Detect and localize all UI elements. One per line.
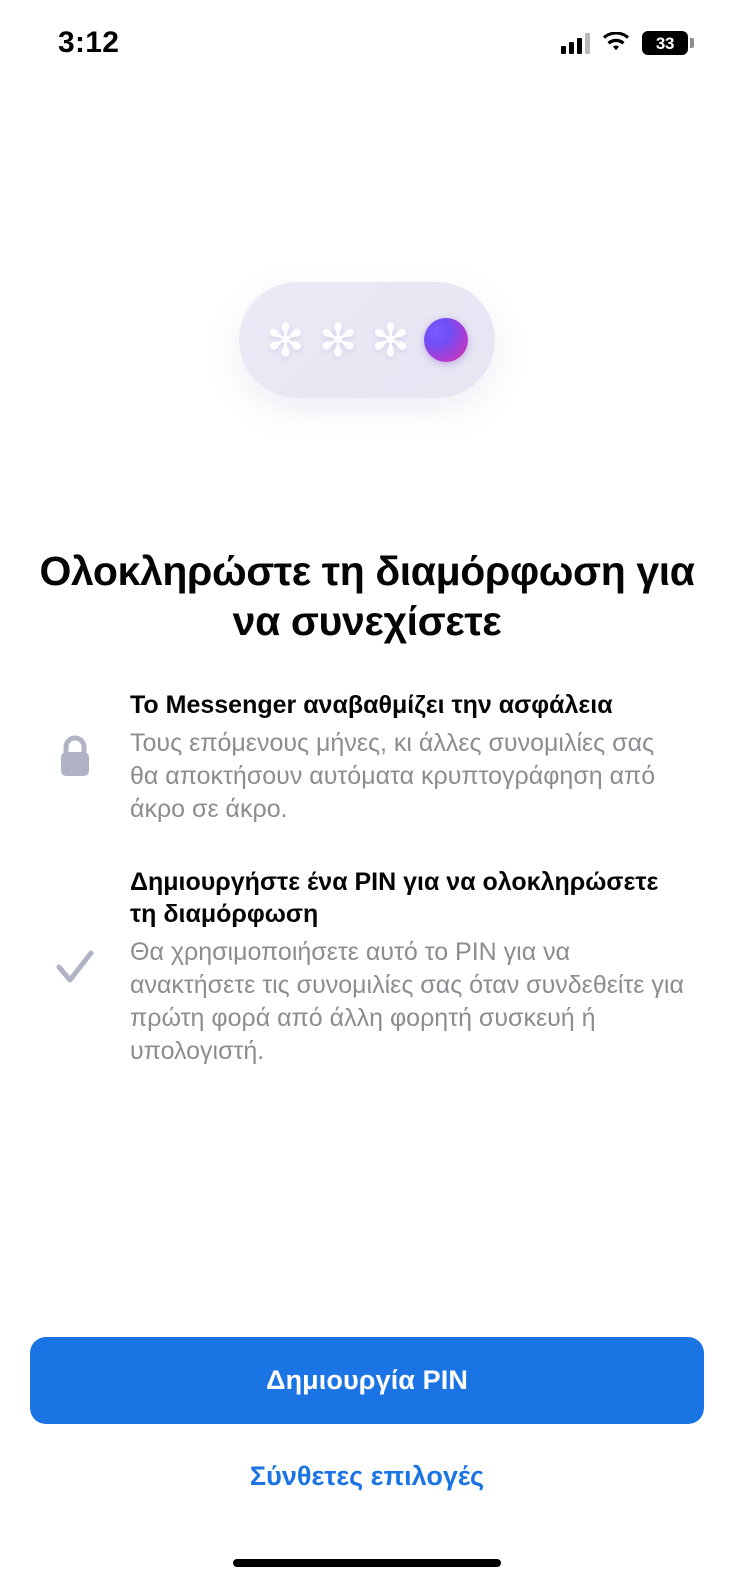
feature-text: Τους επόμενους μήνες, κι άλλες συνομιλίες σας θα αποκτήσουν αυτόματα κρυπτογράφηση από άκρο σε άκρο. bbox=[130, 728, 656, 823]
masked-digit-icon: ✻ bbox=[371, 314, 410, 366]
lock-icon bbox=[44, 733, 106, 781]
hero-illustration bbox=[0, 282, 734, 398]
create-pin-button[interactable]: Δημιουργία PIN bbox=[30, 1337, 704, 1424]
pin-pill-illustration bbox=[239, 282, 495, 398]
battery-level-label: 33 bbox=[655, 33, 675, 53]
status-bar-indicators bbox=[561, 31, 688, 55]
checkmark-icon bbox=[44, 945, 106, 989]
feature-text: Θα χρησιμοποιήσετε αυτό το PIN για να ανακτήσετε τις συνομιλίες σας όταν συνδεθείτε για πρώτη φορά από άλλη φορητή συσκευή ή υπολογιστή. bbox=[130, 937, 684, 1065]
status-bar bbox=[0, 0, 734, 86]
gradient-dot-icon bbox=[424, 318, 468, 362]
page-title: Ολοκληρώστε τη διαμόρφωση για να συνεχίσετε bbox=[39, 548, 695, 645]
feature-heading: Το Messenger αναβαθμίζει την ασφάλεια bbox=[130, 690, 613, 719]
feature-heading: Δημιουργήστε ένα PIN για να ολοκληρώσετε τη διαμόρφωση bbox=[130, 867, 659, 928]
wifi-icon bbox=[602, 32, 630, 54]
status-bar-time: 3:12 bbox=[58, 26, 120, 59]
action-area bbox=[0, 1337, 734, 1493]
list-item bbox=[44, 866, 688, 1068]
home-indicator[interactable] bbox=[233, 1559, 501, 1567]
masked-digit-icon: ✻ bbox=[318, 314, 358, 366]
battery-icon bbox=[642, 31, 688, 55]
cellular-signal-icon bbox=[561, 32, 590, 54]
advanced-options-link[interactable]: Σύνθετες επιλογές bbox=[30, 1460, 704, 1493]
list-item bbox=[44, 689, 688, 826]
feature-list bbox=[44, 689, 688, 1068]
masked-digit-icon: ✻ bbox=[266, 314, 305, 366]
